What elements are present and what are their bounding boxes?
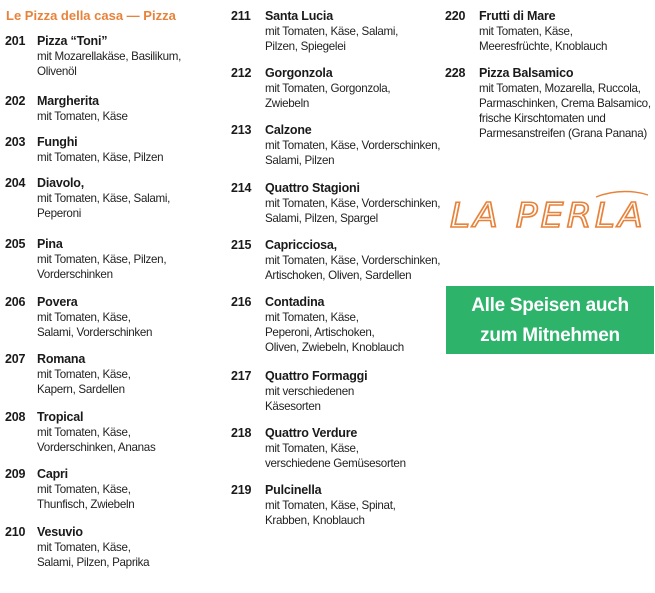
item-description-line: Vorderschinken: [37, 268, 113, 281]
item-name: Quattro Stagioni: [265, 181, 360, 195]
item-description-line: Oliven, Zwiebeln, Knoblauch: [265, 341, 404, 354]
item-description: [37, 49, 181, 79]
item-description: [37, 540, 149, 570]
item-description-line: mit Tomaten, Mozarella, Ruccola,: [479, 82, 641, 95]
item-name: Vesuvio: [37, 525, 83, 539]
la-perla-logo: [446, 183, 652, 245]
item-description-line: mit Tomaten, Käse,: [265, 311, 359, 324]
item-description-line: Käsesorten: [265, 400, 321, 413]
item-description-line: mit Tomaten, Gorgonzola,: [265, 82, 391, 95]
item-description-line: mit Tomaten, Käse,: [37, 541, 131, 554]
item-description-line: mit Tomaten, Käse,: [265, 442, 359, 455]
item-description-line: mit Tomaten, Käse,: [37, 426, 131, 439]
item-number: 207: [5, 352, 26, 366]
item-description-line: mit Mozarellakäse, Basilikum,: [37, 50, 181, 63]
item-name: Diavolo,: [37, 176, 85, 190]
item-number: 219: [231, 483, 252, 497]
item-number: 218: [231, 426, 252, 440]
item-description: [37, 367, 131, 397]
takeaway-banner: [446, 286, 654, 354]
item-name: Pina: [37, 237, 63, 251]
item-name: Contadina: [265, 295, 325, 309]
item-number: 210: [5, 525, 26, 539]
takeaway-line: Alle Speisen auch: [471, 295, 629, 316]
item-name: Tropical: [37, 410, 84, 424]
item-description-line: mit Tomaten, Käse, Salami,: [37, 192, 171, 205]
section-title: Le Pizza della casa — Pizza: [6, 8, 176, 23]
item-description-line: mit Tomaten, Käse,: [37, 483, 131, 496]
item-name: Gorgonzola: [265, 66, 333, 80]
takeaway-line: zum Mitnehmen: [480, 325, 620, 346]
item-description-line: mit Tomaten, Käse,: [37, 311, 131, 324]
item-description-line: Meeresfrüchte, Knoblauch: [479, 40, 608, 53]
item-number: 212: [231, 66, 252, 80]
item-description-line: Peperoni: [37, 207, 82, 220]
item-number: 209: [5, 467, 26, 481]
item-number: 201: [5, 34, 26, 48]
item-name: Pulcinella: [265, 483, 322, 497]
item-description-line: mit Tomaten, Käse, Vorderschinken,: [265, 197, 441, 210]
item-name: Quattro Formaggi: [265, 369, 368, 383]
item-description-line: mit Tomaten, Käse, Vorderschinken,: [265, 254, 441, 267]
item-description-line: Salami, Vorderschinken: [37, 326, 153, 339]
item-description-line: Parmaschinken, Crema Balsamico,: [479, 97, 651, 110]
item-description-line: Salami, Pilzen, Paprika: [37, 556, 150, 569]
item-name: Romana: [37, 352, 86, 366]
item-description: [265, 253, 440, 283]
item-number: 203: [5, 135, 26, 149]
item-number: 214: [231, 181, 252, 195]
item-description-line: Salami, Pilzen: [265, 154, 335, 167]
item-description: [265, 498, 396, 528]
item-description-line: Olivenöl: [37, 65, 77, 78]
item-number: 208: [5, 410, 26, 424]
item-description-line: Vorderschinken, Ananas: [37, 441, 156, 454]
item-description: [37, 252, 166, 282]
item-number: 204: [5, 176, 26, 190]
item-description-line: mit Tomaten, Käse, Vorderschinken,: [265, 139, 441, 152]
item-name: Santa Lucia: [265, 9, 333, 23]
item-number: 206: [5, 295, 26, 309]
item-description-line: mit Tomaten, Käse: [37, 110, 128, 123]
item-number: 211: [231, 9, 251, 23]
item-number: 213: [231, 123, 252, 137]
item-name: Funghi: [37, 135, 78, 149]
item-description-line: mit Tomaten, Käse,: [37, 368, 131, 381]
item-number: 228: [445, 66, 466, 80]
item-description-line: mit Tomaten, Käse, Pilzen,: [37, 253, 167, 266]
item-description: [265, 81, 390, 111]
item-description-line: frische Kirschtomaten und: [479, 112, 606, 125]
item-description: [37, 425, 155, 455]
item-number: 217: [231, 369, 252, 383]
item-description: [37, 310, 152, 340]
item-description-line: verschiedene Gemüsesorten: [265, 457, 406, 470]
item-description: [265, 441, 406, 471]
item-description: [37, 109, 128, 124]
item-description: [265, 24, 398, 54]
item-description-line: Salami, Pilzen, Spargel: [265, 212, 378, 225]
item-description-line: Parmesanstreifen (Grana Panana): [479, 127, 647, 140]
item-description: [37, 482, 134, 512]
item-number: 215: [231, 238, 252, 252]
item-description: [479, 81, 651, 141]
item-name: Povera: [37, 295, 78, 309]
item-description: [265, 310, 404, 355]
item-description-line: Kapern, Sardellen: [37, 383, 125, 396]
item-description: [265, 138, 440, 168]
item-name: Frutti di Mare: [479, 9, 556, 23]
item-number: 216: [231, 295, 252, 309]
item-description-line: Zwiebeln: [265, 97, 309, 110]
item-description-line: mit verschiedenen: [265, 385, 354, 398]
item-name: Capri: [37, 467, 68, 481]
item-name: Calzone: [265, 123, 312, 137]
item-name: Pizza Balsamico: [479, 66, 574, 80]
item-name: Capricciosa,: [265, 238, 337, 252]
item-description-line: Krabben, Knoblauch: [265, 514, 365, 527]
item-description-line: Peperoni, Artischoken,: [265, 326, 375, 339]
item-description-line: mit Tomaten, Käse, Spinat,: [265, 499, 396, 512]
item-description: [479, 24, 607, 54]
item-description-line: mit Tomaten, Käse, Salami,: [265, 25, 399, 38]
item-name: Quattro Verdure: [265, 426, 358, 440]
item-description-line: Thunfisch, Zwiebeln: [37, 498, 135, 511]
item-description-line: Artischoken, Oliven, Sardellen: [265, 269, 412, 282]
item-description: [37, 150, 163, 165]
item-number: 205: [5, 237, 26, 251]
item-description-line: mit Tomaten, Käse, Pilzen: [37, 151, 164, 164]
item-name: Margherita: [37, 94, 99, 108]
item-description: [265, 196, 440, 226]
item-description: [37, 191, 170, 221]
item-number: 202: [5, 94, 26, 108]
item-number: 220: [445, 9, 466, 23]
item-description-line: mit Tomaten, Käse,: [479, 25, 573, 38]
item-description: [265, 384, 354, 414]
item-name: Pizza “Toni”: [37, 34, 108, 48]
item-description-line: Pilzen, Spiegelei: [265, 40, 346, 53]
logo-wordmark: LA PERLA: [450, 196, 646, 236]
